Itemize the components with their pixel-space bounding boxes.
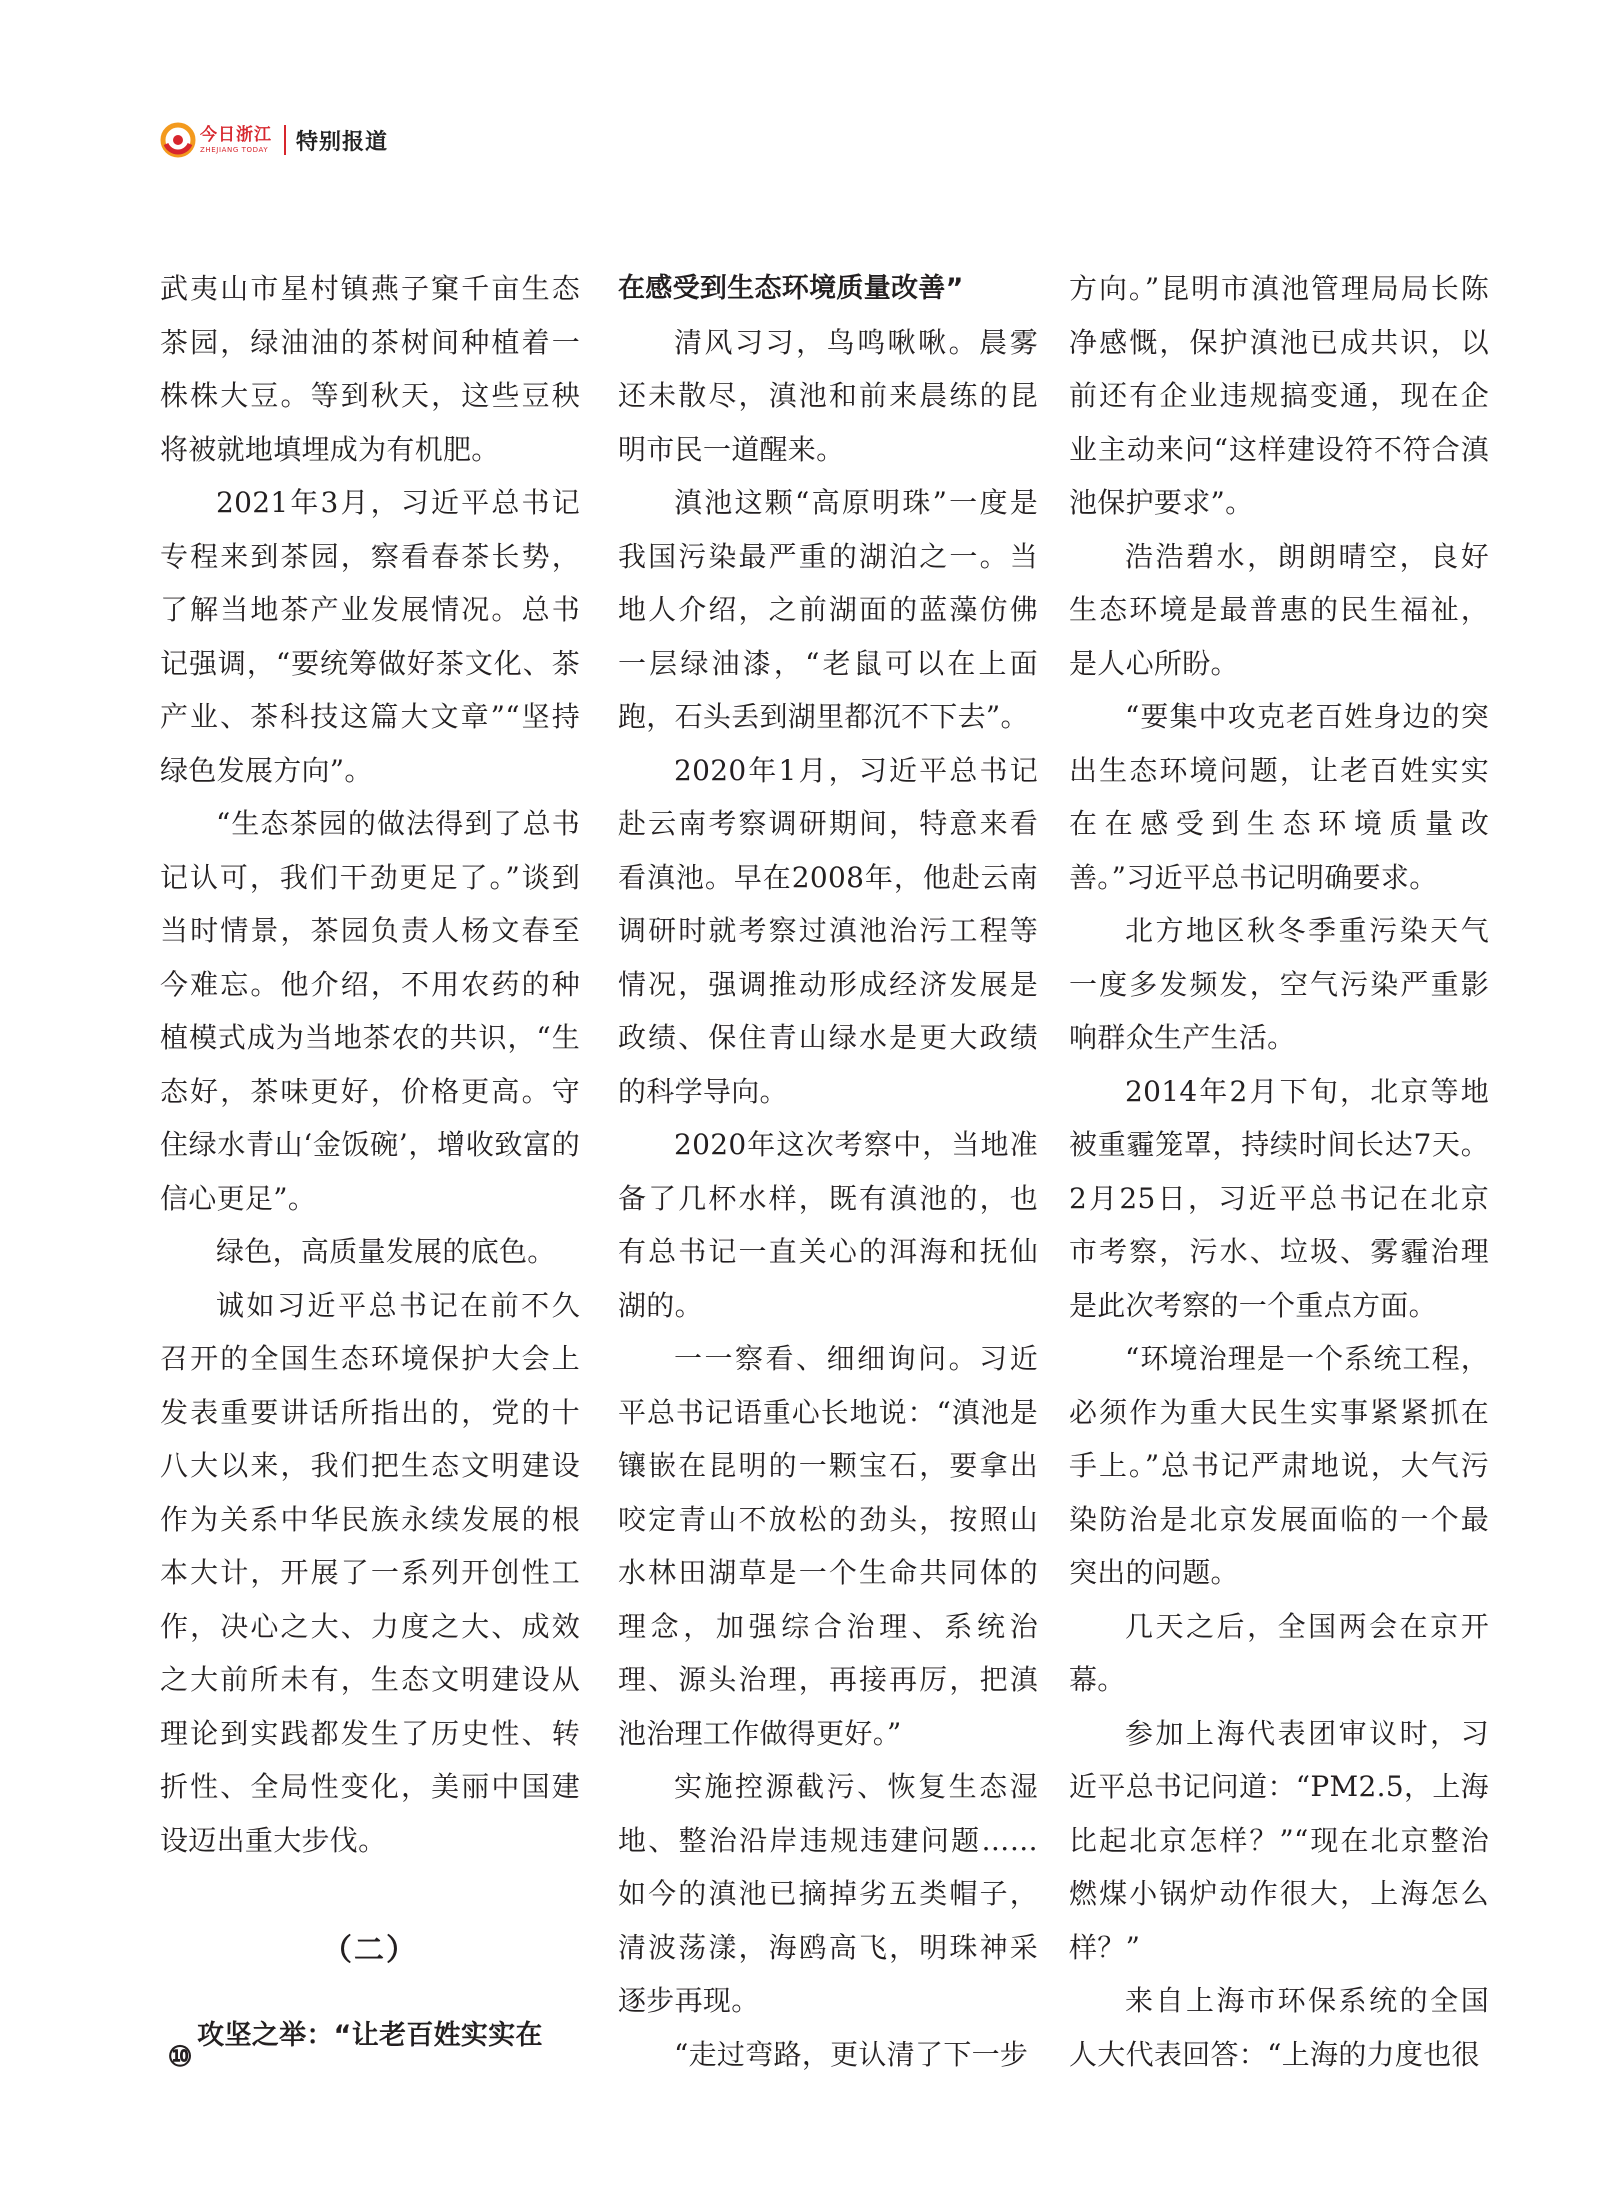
paragraph: 绿色，高质量发展的底色。: [216, 1235, 556, 1268]
paragraph: “生态茶园的做法得到了总书记认可，我们干劲更足了。”谈到当时情景，茶园负责人杨文春至今难忘。他介绍，不用农药的种植模式成为当地茶农的共识，“生态好，茶味更好，价格更高。守住绿水青山‘金饭碗’，增收致富的信心更足”。: [160, 807, 580, 1215]
page-number: ⑩: [167, 2039, 193, 2073]
paragraph: 参加上海代表团审议时，习近平总书记问道：“PM2.5，上海比起北京怎样？”“现在北京整治燃煤小锅炉动作很大，上海怎么样？”: [1069, 1716, 1489, 1964]
paragraph: 2020年1月，习近平总书记赴云南考察调研期间，特意来看看滇池。早在2008年，他赴云南调研时就考察过滇池治污工程等情况，强调推动形成经济发展是政绩、保住青山绿水是更大政绩的科学导向。: [618, 753, 1038, 1108]
paragraph: “走过弯路，更认清了下一步: [674, 2037, 1029, 2071]
section-title: 特别报道: [296, 129, 389, 155]
article-column-1: [160, 262, 580, 2063]
brand-logo-text: [200, 124, 272, 154]
paragraph: 2020年这次考察中，当地准备了几杯水样，既有滇池的，也有总书记一直关心的洱海和抚仙湖的。: [618, 1128, 1038, 1322]
paragraph: “要集中攻克老百姓身边的突出生态环境问题，让老百姓实实在在感受到生态环境质量改善。”习近平总书记明确要求。: [1069, 700, 1489, 894]
paragraph: 武夷山市星村镇燕子窠千亩生态茶园，绿油油的茶树间种植着一株株大豆。等到秋天，这些豆秧将被就地填埋成为有机肥。: [160, 272, 580, 466]
paragraph: 北方地区秋冬季重污染天气一度多发频发，空气污染严重影响群众生产生活。: [1069, 914, 1489, 1054]
header-divider: [284, 125, 286, 155]
section-subheading: （二）: [322, 1933, 418, 1968]
page-header: [160, 118, 388, 162]
paragraph: “环境治理是一个系统工程，必须作为重大民生实事紧紧抓在手上。”总书记严肃地说，大气污染防治是北京发展面临的一个最突出的问题。: [1069, 1342, 1489, 1589]
paragraph: 诚如习近平总书记在前不久召开的全国生态环境保护大会上发表重要讲话所指出的，党的十八大以来，我们把生态文明建设作为关系中华民族永续发展的根本大计，开展了一系列开创性工作，决心之大、力度之大、成效之大前所未有，生态文明建设从理论到实践都发生了历史性、转折性、全局性变化，美丽中国建设迈出重大步伐。: [160, 1288, 580, 1857]
article-column-2: [618, 262, 1038, 2081]
brand-name-en: ZHEJIANG TODAY: [200, 145, 269, 154]
paragraph: 方向。”昆明市滇池管理局局长陈净感慨，保护滇池已成共识，以前还有企业违规搞变通，现在企业主动来问“这样建设符不符合滇池保护要求”。: [1069, 272, 1489, 519]
paragraph: 实施控源截污、恢复生态湿地、整治沿岸违规违建问题……如今的滇池已摘掉劣五类帽子，清波荡漾，海鸥高飞，明珠神采逐步再现。: [618, 1770, 1038, 2017]
paragraph: 浩浩碧水，朗朗晴空，良好生态环境是最普惠的民生福祉，是人心所盼。: [1069, 539, 1489, 680]
paragraph: 来自上海市环保系统的全国人大代表回答：“上海的力度也很: [1069, 1984, 1489, 2071]
zhejiang-today-logo-icon: [160, 122, 196, 158]
paragraph: 2021年3月，习近平总书记专程来到茶园，察看春茶长势，了解当地茶产业发展情况。总书记强调，“要统筹做好茶文化、茶产业、茶科技这篇大文章”“坚持绿色发展方向”。: [160, 486, 580, 787]
paragraph: 一一察看、细细询问。习近平总书记语重心长地说：“滇池是镶嵌在昆明的一颗宝石，要拿出咬定青山不放松的劲头，按照山水林田湖草是一个生命共同体的理念，加强综合治理、系统治理、源头治理，再接再厉，把滇池治理工作做得更好。”: [618, 1342, 1038, 1750]
article-column-3: [1069, 262, 1489, 2081]
paragraph: 2014年2月下旬，北京等地被重霾笼罩，持续时间长达7天。2月25日，习近平总书记在北京市考察，污水、垃圾、雾霾治理是此次考察的一个重点方面。: [1069, 1074, 1489, 1322]
section-heading-line: 攻坚之举：“让老百姓实实在: [197, 2020, 543, 2051]
section-heading-line: 在感受到生态环境质量改善”: [618, 273, 964, 304]
paragraph: 滇池这颗“高原明珠”一度是我国污染最严重的湖泊之一。当地人介绍，之前湖面的蓝藻仿佛一层绿油漆，“老鼠可以在上面跑，石头丢到湖里都沉不下去”。: [618, 486, 1038, 733]
brand-name: 今日浙江: [200, 124, 272, 145]
paragraph: 几天之后，全国两会在京开幕。: [1069, 1609, 1489, 1696]
paragraph: 清风习习，鸟鸣啾啾。晨雾还未散尽，滇池和前来晨练的昆明市民一道醒来。: [618, 325, 1038, 466]
